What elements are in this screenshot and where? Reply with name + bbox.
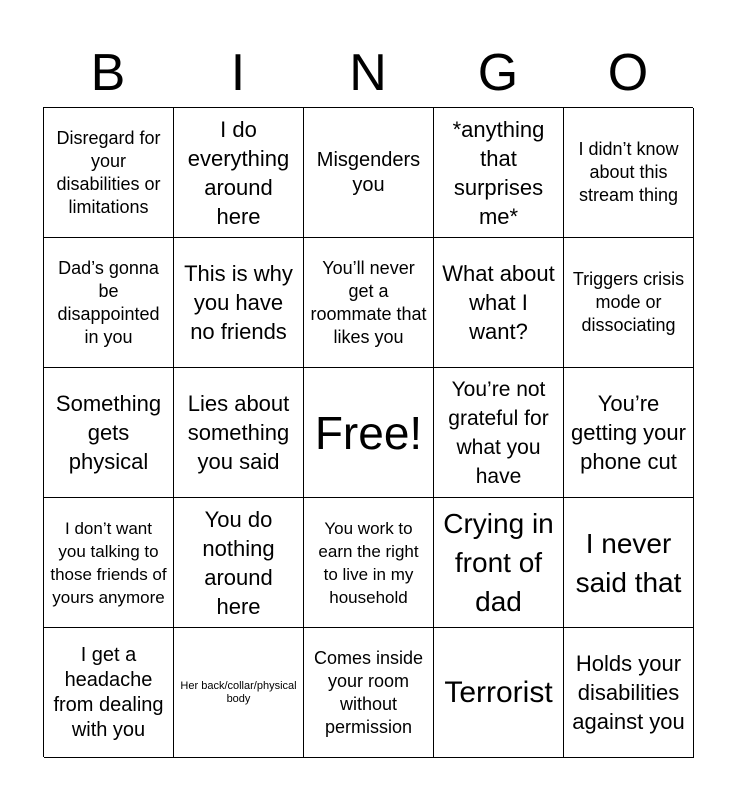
bingo-cell-r5c3[interactable] (304, 628, 434, 758)
bingo-board (43, 107, 693, 757)
header-letter-n: N (349, 44, 387, 102)
bingo-cell-r2c2[interactable] (174, 238, 304, 368)
cell-text: Dad’s gonna be disappointed in you (57, 257, 160, 347)
cell-text: This is why you have no friends (184, 261, 293, 344)
bingo-cell-r5c1[interactable] (44, 628, 174, 758)
bingo-cell-r3c1[interactable] (44, 368, 174, 498)
cell-text: Her back/collar/physical body (180, 679, 297, 705)
bingo-cell-r1c2[interactable] (174, 108, 304, 238)
cell-text: You work to earn the right to live in my household (318, 518, 419, 607)
cell-text: Disregard for your disabilities or limitations (56, 127, 161, 217)
bingo-cell-r1c4[interactable] (434, 108, 564, 238)
header-letter-o: O (607, 44, 649, 102)
bingo-cell-r1c5[interactable] (564, 108, 694, 238)
bingo-cell-r4c4[interactable] (434, 498, 564, 628)
cell-text: I never said that (575, 527, 682, 598)
bingo-cell-r1c3[interactable] (304, 108, 434, 238)
bingo-cell-r5c5[interactable] (564, 628, 694, 758)
bingo-cell-r5c2[interactable] (174, 628, 304, 758)
bingo-cell-r4c1[interactable] (44, 498, 174, 628)
bingo-cell-r2c3[interactable] (304, 238, 434, 368)
cell-text: You’re not grateful for what you have (448, 377, 549, 488)
free-space-text: Free! (314, 406, 423, 459)
bingo-cell-r2c5[interactable] (564, 238, 694, 368)
cell-text: Triggers crisis mode or dissociating (572, 269, 685, 335)
bingo-cell-r4c3[interactable] (304, 498, 434, 628)
bingo-header (43, 40, 693, 106)
header-letter-g: G (477, 44, 519, 102)
bingo-cell-r2c4[interactable] (434, 238, 564, 368)
cell-text: Misgenders you (316, 148, 421, 196)
cell-text: You’ll never get a roommate that likes you (310, 257, 427, 347)
bingo-cell-r3c4[interactable] (434, 368, 564, 498)
cell-text: Comes inside your room without permission (313, 647, 424, 737)
cell-text: Crying in front of dad (443, 508, 554, 617)
cell-text: You’re getting your phone cut (571, 391, 686, 474)
cell-text: Lies about something you said (187, 391, 290, 474)
cell-text: Terrorist (444, 676, 553, 709)
cell-text: I do everything around here (187, 116, 290, 229)
cell-text: Something gets physical (55, 391, 162, 474)
bingo-cell-r5c4[interactable] (434, 628, 564, 758)
header-letter-b: B (90, 44, 126, 102)
bingo-cell-r2c1[interactable] (44, 238, 174, 368)
cell-text: I get a headache from dealing with you (53, 643, 164, 741)
bingo-cell-r4c2[interactable] (174, 498, 304, 628)
cell-text: Holds your disabilities against you (572, 651, 685, 734)
bingo-cell-r1c1[interactable] (44, 108, 174, 238)
cell-text: I don’t want you talking to those friends of yours anymore (50, 518, 167, 607)
cell-text: What about what I want? (442, 261, 555, 344)
cell-text: You do nothing around here (202, 506, 275, 619)
bingo-cell-free[interactable] (304, 368, 434, 498)
bingo-cell-r3c2[interactable] (174, 368, 304, 498)
bingo-cell-r3c5[interactable] (564, 368, 694, 498)
bingo-cell-r4c5[interactable] (564, 498, 694, 628)
cell-text: I didn’t know about this stream thing (578, 139, 679, 205)
header-letter-i: I (230, 44, 246, 102)
cell-text: *anything that surprises me* (452, 116, 545, 229)
